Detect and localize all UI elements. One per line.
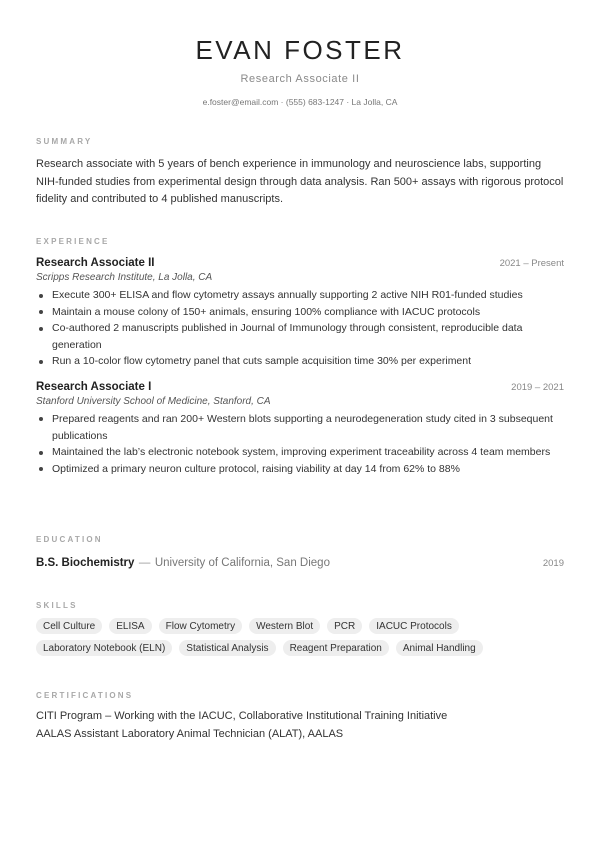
job-title: Research Associate II [36,257,155,269]
skill-chip: Statistical Analysis [179,640,275,656]
job-date: 2019 – 2021 [511,381,564,393]
graduation-year: 2019 [542,558,564,569]
candidate-role: Research Associate II [240,73,360,85]
certifications-list [36,708,564,743]
bullet-item: Co-authored 2 manuscripts published in Journal of Immunology through consistent, reproducible data generation [36,320,564,353]
job-title: Research Associate I [36,380,152,393]
school: University of California, San Diego [154,557,330,569]
skill-chip: Western Blot [249,618,320,634]
skills-section [36,601,564,656]
job-entry [36,381,564,477]
skill-chip: Reagent Preparation [283,640,389,656]
education-entry [36,553,564,571]
skill-chip: Animal Handling [396,640,483,656]
skill-chip: Cell Culture [36,618,102,634]
summary-section [36,137,564,209]
skill-chip: ELISA [109,618,151,634]
bullet-item: Run a 10-color flow cytometry panel that cuts sample acquisition time 30% per experiment [36,353,564,370]
experience-heading: EXPERIENCE [36,237,110,246]
job-bullets [36,287,564,370]
certification-item: CITI Program – Working with the IACUC, Collaborative Institutional Training Initiative [36,710,448,722]
certifications-heading: CERTIFICATIONS [36,691,134,700]
bullet-item: Prepared reagents and ran 200+ Western blots supporting a neurodegeneration study cited in 3 subsequent publications [36,411,564,444]
candidate-name: EVAN FOSTER [195,35,405,65]
certifications-section [36,691,564,743]
degree-separator: — [138,557,151,569]
summary-heading: SUMMARY [36,137,93,146]
education-heading: EDUCATION [36,535,103,544]
certification-item: AALAS Assistant Laboratory Animal Technician (ALAT), AALAS [36,727,344,740]
skills-list [36,618,496,656]
job-organization: Scripps Research Institute, La Jolla, CA [36,272,213,283]
skill-chip: IACUC Protocols [369,618,459,634]
bullet-item: Maintain a mouse colony of 150+ animals, ensuring 100% compliance with IACUC protocols [36,304,564,321]
contact-line: e.foster@email.com · (555) 683-1247 · La Jolla, CA [202,97,398,107]
experience-section [36,237,564,477]
bullet-item: Execute 300+ ELISA and flow cytometry assays annually supporting 2 active NIH R01-funded studies [36,287,564,304]
summary-text: Research associate with 5 years of bench experience in immunology and neuroscience labs, supporting NIH-funded studies from experimental design through data analysis. Ran 500+ assays with rigorous protocol fidelity and contributed to 4 published manuscripts. [36,158,564,205]
job-organization: Stanford University School of Medicine, Stanford, CA [36,395,271,407]
skill-chip: Flow Cytometry [159,618,242,634]
degree: B.S. Biochemistry [36,557,135,569]
job-bullets [36,411,564,477]
job-date: 2021 – Present [499,258,564,269]
education-section [36,535,564,571]
skill-chip: PCR [327,618,362,634]
resume-header [0,0,600,107]
skills-heading: SKILLS [36,601,78,610]
skill-chip: Laboratory Notebook (ELN) [36,640,172,656]
bullet-item: Maintained the lab’s electronic notebook system, improving experiment traceability across 4 team members [36,444,564,461]
bullet-item: Optimized a primary neuron culture protocol, raising viability at day 14 from 62% to 88% [36,461,564,478]
job-entry [36,257,564,370]
